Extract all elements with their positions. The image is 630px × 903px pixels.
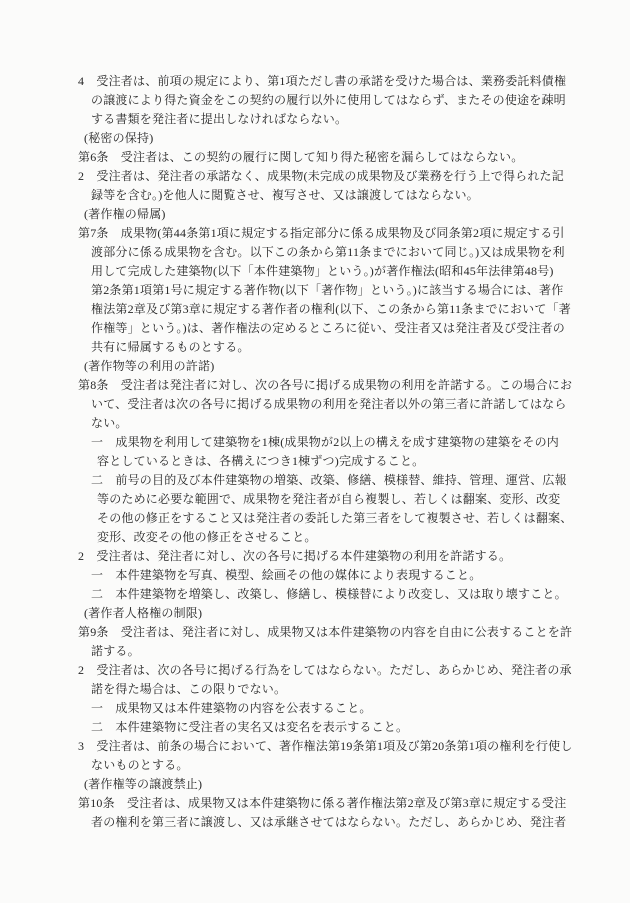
document-line: (著作物等の利用の許諾) — [84, 359, 215, 373]
document-line: ないものとする。 — [91, 758, 189, 772]
document-line: 一 成果物又は本件建築物の内容を公表すること。 — [91, 701, 372, 715]
document-line: 一 成果物を利用して建築物を1棟(成果物が2以上の構えを成す建築物の建築をその内 — [91, 435, 559, 449]
document-line: 諾を得た場合は、この限りでない。 — [91, 682, 287, 696]
document-line: ない。 — [91, 416, 128, 430]
document-line: 一 本件建築物を写真、模型、絵画その他の媒体により表現すること。 — [91, 568, 482, 582]
document-line: 第6条 受注者は、この契約の履行に関して知り得た秘密を漏らしてはならない。 — [78, 150, 524, 164]
document-line: 権法第2章及び第3章に規定する著作者の権利(以下、この条から第11条までにおいて「著 — [91, 302, 571, 316]
document-line: 等のために必要な範囲で、成果物を発注者が自ら複製し、若しくは翻案、変形、改変 — [97, 492, 561, 506]
document-line: 4 受注者は、前項の規定により、第1項ただし書の承諾を受けた場合は、業務委託料債権 — [78, 74, 567, 88]
document-line: 第7条 成果物(第44条第1項に規定する指定部分に係る成果物及び同条第2項に規定する引 — [78, 226, 565, 240]
document-line: 第9条 受注者は、発注者に対し、成果物又は本件建築物の内容を自由に公表することを許 — [78, 625, 573, 639]
document-text-block — [78, 72, 573, 832]
document-line: する書類を発注者に提出しなければならない。 — [91, 112, 348, 126]
document-line: 者の権利を第三者に譲渡し、又は承継させてはならない。ただし、あらかじめ、発注者 — [91, 815, 567, 829]
document-line: (著作者人格権の制限) — [84, 606, 203, 620]
document-line: (著作権等の譲渡禁止) — [84, 777, 203, 791]
document-line: 第10条 受注者は、成果物又は本件建築物に係る著作権法第2章及び第3章に規定する受注 — [78, 796, 567, 810]
document-line: 容としているときは、各構えにつき1棟ずつ)完成すること。 — [97, 454, 425, 468]
document-line: 共有に帰属するものとする。 — [91, 340, 250, 354]
document-line: の譲渡により得た資金をこの契約の履行以外に使用してはならず、またその使途を疎明 — [91, 93, 566, 107]
document-line: 2 受注者は、発注者の承諾なく、成果物(未完成の成果物及び業務を行う上で得られた記 — [78, 169, 564, 183]
document-line: 用して完成した建築物(以下「本件建築物」という。)が著作権法(昭和45年法律第48号) — [91, 264, 554, 278]
document-line: 録等を含む。)を他人に閲覧させ、複写させ、又は譲渡してはならない。 — [91, 188, 479, 202]
document-line: 3 受注者は、前条の場合において、著作権法第19条第1項及び第20条第1項の権利を行使し — [78, 739, 573, 753]
document-line: 二 本件建築物を増築し、改築し、修繕し、模様替により改変し、又は取り壊すこと。 — [91, 587, 567, 601]
document-line: 作権等」という。)は、著作権法の定めるところに従い、受注者又は発注者及び受注者の — [91, 321, 565, 335]
document-line: 第8条 受注者は発注者に対し、次の各号に掲げる成果物の利用を許諾する。この場合にお — [78, 378, 573, 392]
document-line: その他の修正をすること又は発注者の委託した第三者をして複製させ、若しくは翻案、 — [97, 511, 573, 525]
document-line: 渡部分に係る成果物を含む。以下この条から第11条までにおいて同じ。)又は成果物を利 — [91, 245, 565, 259]
document-line: 2 受注者は、発注者に対し、次の各号に掲げる本件建築物の利用を許諾する。 — [78, 549, 512, 563]
document-line: 諾する。 — [91, 644, 140, 658]
document-line: 変形、改変その他の修正をさせること。 — [97, 530, 317, 544]
document-line: いて、受注者は次の各号に掲げる成果物の利用を発注者以外の第三者に許諾してはなら — [91, 397, 567, 411]
document-line: 2 受注者は、次の各号に掲げる行為をしてはならない。ただし、あらかじめ、発注者の承 — [78, 663, 572, 677]
document-line: (秘密の保持) — [84, 131, 154, 145]
document-line: (著作権の帰属) — [84, 207, 166, 221]
document-line: 二 前号の目的及び本件建築物の増築、改築、修繕、模様替、維持、管理、運営、広報 — [91, 473, 567, 487]
document-line: 二 本件建築物に受注者の実名又は変名を表示すること。 — [91, 720, 409, 734]
document-line: 第2条第1項第1号に規定する著作物(以下「著作物」という。)に該当する場合には、著作 — [91, 283, 564, 297]
